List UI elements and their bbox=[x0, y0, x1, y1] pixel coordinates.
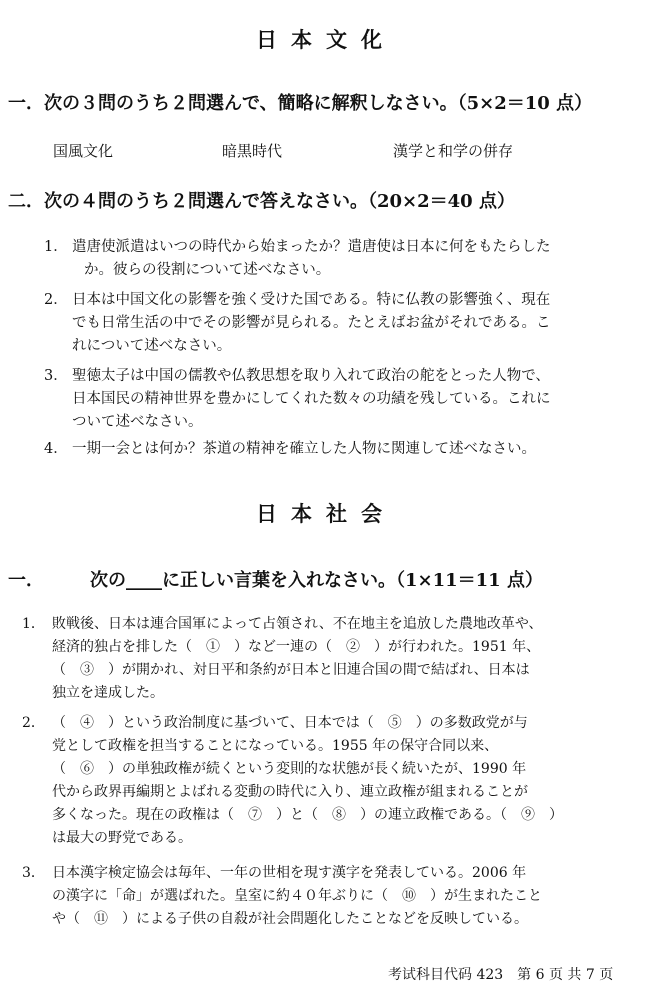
question-heading-1-2: 二．次の４問のうち２問選んで答えなさい。（20×2＝40 点） bbox=[8, 191, 515, 212]
item-line: （ ⑥ ）の単独政権が続くという変則的な状態が長く続いたが、1990 年 bbox=[52, 761, 527, 777]
item-line: 党として政権を担当することになっている。1955 年の保守合同以来、 bbox=[52, 738, 499, 754]
item-line: の漢字に「命」が選ばれた。皇室に約４０年ぶりに（ ⑩ ）が生まれたこと bbox=[52, 888, 542, 904]
item-number: 3． bbox=[22, 865, 45, 881]
item-line: でも日常生活の中でその影響が見られる。たとえばお盆がそれである。こ bbox=[72, 315, 551, 331]
term-ankoku-jidai: 暗黒時代 bbox=[222, 142, 283, 160]
page-footer: 考试科目代码 423 第 6 页 共 7 页 bbox=[388, 967, 614, 983]
question-heading-2-1-number: 一． bbox=[8, 570, 44, 591]
item-line: 代から政界再編期とよばれる変動の時代に入り、連立政権が組まれることが bbox=[52, 784, 528, 800]
section-title-japanese-culture: 日本文化 bbox=[256, 27, 396, 52]
item-line: 多くなった。現在の政権は（ ⑦ ）と（ ⑧ ）の連立政権である。（ ⑨ ） bbox=[52, 807, 563, 823]
item-line: 日本は中国文化の影響を強く受けた国である。特に仏教の影響強く、現在 bbox=[72, 292, 551, 308]
term-kangaku-wagaku: 漢学と和学の併存 bbox=[393, 142, 514, 160]
item-line: 独立を達成した。 bbox=[52, 685, 164, 701]
item-line: 一期一会とは何か？茶道の精神を確立した人物に関連して述べなさい。 bbox=[72, 441, 536, 457]
section-title-japanese-society: 日本社会 bbox=[256, 501, 396, 526]
item-line: や（ ⑪ ）による子供の自殺が社会問題化したことなどを反映している。 bbox=[52, 911, 528, 927]
item-number: 4． bbox=[44, 441, 68, 457]
item-line: 遣唐使派遣はいつの時代から始まったか？遣唐使は日本に何をもたらした bbox=[72, 239, 551, 255]
item-line: か。彼らの役割について述べなさい。 bbox=[84, 262, 331, 278]
term-kokufu-bunka: 国風文化 bbox=[53, 142, 114, 160]
item-line: （ ④ ）という政治制度に基づいて、日本では（ ⑤ ）の多数政党が与 bbox=[52, 715, 528, 731]
item-line: 聖徳太子は中国の儒教や仏教思想を取り入れて政治の舵をとった人物で、 bbox=[72, 368, 550, 384]
item-number: 2． bbox=[44, 292, 68, 308]
question-heading-1-1: 一．次の３問のうち２問選んで、簡略に解釈しなさい。（5×2＝10 点） bbox=[8, 93, 593, 114]
item-number: 2． bbox=[22, 715, 45, 731]
item-line: れについて述べなさい。 bbox=[72, 338, 232, 354]
item-line: ついて述べなさい。 bbox=[72, 414, 203, 430]
item-number: 1． bbox=[22, 616, 45, 632]
item-line: 経済的独占を排した（ ① ）など一連の（ ② ）が行われた。1951 年、 bbox=[52, 639, 541, 655]
item-line: は最大の野党である。 bbox=[52, 830, 192, 846]
item-number: 3． bbox=[44, 368, 68, 384]
item-line: 日本漢字検定協会は毎年、一年の世相を現す漢字を発表している。2006 年 bbox=[52, 865, 527, 881]
item-line: 敗戦後、日本は連合国軍によって占領され、不在地主を追放した農地改革や、 bbox=[52, 616, 543, 632]
item-number: 1． bbox=[44, 239, 68, 255]
item-line: 日本国民の精神世界を豊かにしてくれた数々の功績を残している。これに bbox=[72, 391, 551, 407]
item-line: （ ③ ）が開かれ、対日平和条約が日本と旧連合国の間で結ばれ、日本は bbox=[52, 662, 530, 678]
question-heading-2-1: 次の____に正しい言葉を入れなさい。（1×11＝11 点） bbox=[90, 570, 543, 591]
